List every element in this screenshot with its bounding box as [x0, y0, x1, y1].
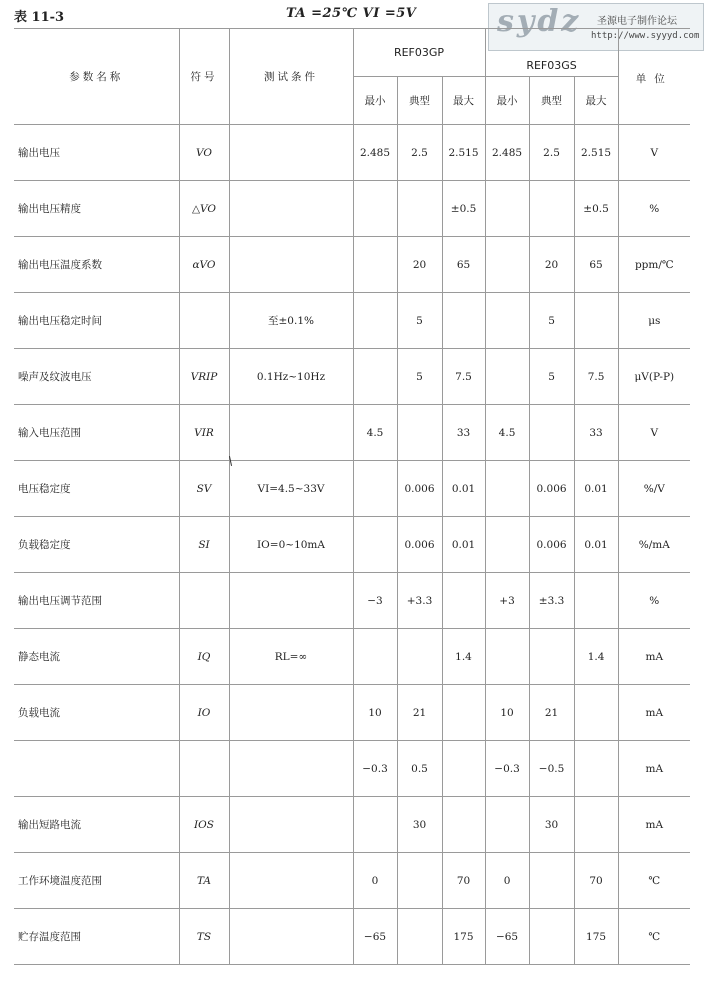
row-gp-max: 33 — [442, 405, 485, 461]
row-unit: ℃ — [618, 853, 690, 909]
row-condition: IO=0~10mA — [229, 517, 353, 573]
header-gs-max: 最大 — [574, 77, 618, 125]
row-gp-max — [442, 797, 485, 853]
table-id: 表 11-3 — [14, 10, 65, 25]
row-gp-min — [353, 461, 397, 517]
table-row — [14, 909, 690, 965]
row-name: 输出电压调节范围 — [14, 573, 179, 629]
table-row — [14, 349, 690, 405]
table-body — [14, 125, 690, 965]
row-symbol: SI — [179, 517, 229, 573]
row-gs-min — [485, 517, 529, 573]
table-row — [14, 741, 690, 797]
row-gp-min — [353, 797, 397, 853]
row-symbol: αVO — [179, 237, 229, 293]
row-gp-min — [353, 517, 397, 573]
row-unit: % — [618, 181, 690, 237]
row-gs-min — [485, 237, 529, 293]
header-group-ref03gp: REF03GP — [353, 29, 485, 77]
table-row — [14, 293, 690, 349]
row-unit: mA — [618, 685, 690, 741]
row-gp-min — [353, 237, 397, 293]
row-condition — [229, 741, 353, 797]
table-row — [14, 237, 690, 293]
row-gs-typ: 5 — [529, 293, 574, 349]
row-gp-max: 0.01 — [442, 517, 485, 573]
row-symbol: VRIP — [179, 349, 229, 405]
header-gp-typ: 典型 — [397, 77, 442, 125]
row-gp-max — [442, 741, 485, 797]
row-name: 静态电流 — [14, 629, 179, 685]
row-unit: ppm/℃ — [618, 237, 690, 293]
row-name: 电压稳定度 — [14, 461, 179, 517]
row-gp-typ: 2.5 — [397, 125, 442, 181]
row-gp-max — [442, 293, 485, 349]
row-gs-max — [574, 797, 618, 853]
row-name: 输出电压精度 — [14, 181, 179, 237]
row-gs-min — [485, 181, 529, 237]
row-gp-max: ±0.5 — [442, 181, 485, 237]
row-name: 负载稳定度 — [14, 517, 179, 573]
row-gs-min: 10 — [485, 685, 529, 741]
row-gp-typ: 30 — [397, 797, 442, 853]
row-gs-typ: 2.5 — [529, 125, 574, 181]
row-gs-typ — [529, 909, 574, 965]
row-gs-min — [485, 461, 529, 517]
watermark-url: http://www.syyyd.com — [591, 31, 700, 41]
row-gp-min: −3 — [353, 573, 397, 629]
table-row — [14, 181, 690, 237]
row-gs-max: 1.4 — [574, 629, 618, 685]
row-condition — [229, 125, 353, 181]
row-unit: V — [618, 125, 690, 181]
row-condition: 0.1Hz~10Hz — [229, 349, 353, 405]
header-gs-min: 最小 — [485, 77, 529, 125]
row-unit: % — [618, 573, 690, 629]
table-row — [14, 853, 690, 909]
row-gp-typ: 20 — [397, 237, 442, 293]
row-gp-max — [442, 573, 485, 629]
row-symbol: IO — [179, 685, 229, 741]
table-row — [14, 461, 690, 517]
row-gp-max: 2.515 — [442, 125, 485, 181]
row-name: 输出电压 — [14, 125, 179, 181]
row-gs-min: −65 — [485, 909, 529, 965]
row-gp-typ — [397, 405, 442, 461]
row-gs-typ — [529, 181, 574, 237]
header-param: 参数名称 — [14, 29, 179, 125]
row-symbol: TA — [179, 853, 229, 909]
row-gp-typ — [397, 853, 442, 909]
row-gs-typ: 30 — [529, 797, 574, 853]
row-gp-typ: 21 — [397, 685, 442, 741]
row-gs-max — [574, 293, 618, 349]
header-gp-max: 最大 — [442, 77, 485, 125]
row-gp-typ — [397, 909, 442, 965]
header-symbol: 符号 — [179, 29, 229, 125]
row-gp-min: −0.3 — [353, 741, 397, 797]
row-condition: 至±0.1% — [229, 293, 353, 349]
row-gp-min — [353, 181, 397, 237]
row-unit: μV(P-P) — [618, 349, 690, 405]
row-gp-max: 7.5 — [442, 349, 485, 405]
row-gs-typ: 5 — [529, 349, 574, 405]
row-gs-max: 0.01 — [574, 461, 618, 517]
row-name: 工作环境温度范围 — [14, 853, 179, 909]
watermark-logo: sydz — [497, 4, 582, 39]
row-condition — [229, 181, 353, 237]
row-gp-typ: 0.006 — [397, 517, 442, 573]
row-gs-min — [485, 349, 529, 405]
row-unit: μs — [618, 293, 690, 349]
row-gs-typ: 0.006 — [529, 517, 574, 573]
row-gp-min: 10 — [353, 685, 397, 741]
row-gs-max: 33 — [574, 405, 618, 461]
table-row — [14, 685, 690, 741]
table-row — [14, 797, 690, 853]
row-name: 输出电压稳定时间 — [14, 293, 179, 349]
row-symbol — [179, 741, 229, 797]
row-condition — [229, 909, 353, 965]
row-unit: V — [618, 405, 690, 461]
watermark-site-name: 圣源电子制作论坛 — [597, 16, 677, 27]
row-gs-max — [574, 741, 618, 797]
table-row — [14, 125, 690, 181]
row-gs-min — [485, 293, 529, 349]
row-gp-max — [442, 685, 485, 741]
row-gp-max: 1.4 — [442, 629, 485, 685]
row-symbol: △VO — [179, 181, 229, 237]
row-gp-typ — [397, 629, 442, 685]
row-gs-max: 175 — [574, 909, 618, 965]
header-gp-min: 最小 — [353, 77, 397, 125]
row-name: 噪声及纹波电压 — [14, 349, 179, 405]
row-gp-max: 175 — [442, 909, 485, 965]
row-gp-min: 2.485 — [353, 125, 397, 181]
row-condition — [229, 573, 353, 629]
row-condition — [229, 797, 353, 853]
row-name — [14, 741, 179, 797]
row-gp-typ: +3.3 — [397, 573, 442, 629]
row-condition — [229, 853, 353, 909]
row-gp-min: −65 — [353, 909, 397, 965]
row-symbol: VO — [179, 125, 229, 181]
row-condition — [229, 405, 353, 461]
row-unit: %/V — [618, 461, 690, 517]
header-unit: 单位 — [618, 29, 690, 125]
header-gs-typ: 典型 — [529, 77, 574, 125]
row-name: 输出电压温度系数 — [14, 237, 179, 293]
row-gp-typ: 5 — [397, 349, 442, 405]
row-gs-max: 65 — [574, 237, 618, 293]
row-symbol — [179, 293, 229, 349]
row-gs-typ: 21 — [529, 685, 574, 741]
table-row — [14, 573, 690, 629]
row-gs-typ — [529, 405, 574, 461]
row-name: 贮存温度范围 — [14, 909, 179, 965]
row-gs-typ — [529, 853, 574, 909]
row-unit: mA — [618, 741, 690, 797]
row-gp-max: 70 — [442, 853, 485, 909]
row-gp-min: 0 — [353, 853, 397, 909]
row-gs-typ: 0.006 — [529, 461, 574, 517]
row-gs-typ: 20 — [529, 237, 574, 293]
row-symbol: TS — [179, 909, 229, 965]
row-condition: RL=∞ — [229, 629, 353, 685]
row-name: 输入电压范围 — [14, 405, 179, 461]
row-gp-max: 65 — [442, 237, 485, 293]
row-gs-min: 2.485 — [485, 125, 529, 181]
row-gp-min — [353, 349, 397, 405]
row-gs-min: 4.5 — [485, 405, 529, 461]
row-gs-max — [574, 685, 618, 741]
row-name: 负载电流 — [14, 685, 179, 741]
row-gs-typ: −0.5 — [529, 741, 574, 797]
row-gs-max: 7.5 — [574, 349, 618, 405]
row-unit: ℃ — [618, 909, 690, 965]
row-gs-max: 2.515 — [574, 125, 618, 181]
test-conditions: TA =25℃ VI =5V — [286, 6, 417, 21]
row-symbol: IOS — [179, 797, 229, 853]
row-condition: VI=4.5~33V — [229, 461, 353, 517]
table-row — [14, 517, 690, 573]
row-gs-min: −0.3 — [485, 741, 529, 797]
row-gs-max: ±0.5 — [574, 181, 618, 237]
header-condition: 测试条件 — [229, 29, 353, 125]
row-gs-min: +3 — [485, 573, 529, 629]
header-group-ref03gs: REF03GS — [485, 29, 618, 77]
row-gp-min — [353, 629, 397, 685]
row-gp-typ: 0.5 — [397, 741, 442, 797]
row-unit: mA — [618, 797, 690, 853]
row-gs-max — [574, 573, 618, 629]
row-gp-max: 0.01 — [442, 461, 485, 517]
row-unit: mA — [618, 629, 690, 685]
row-condition — [229, 237, 353, 293]
row-symbol — [179, 573, 229, 629]
row-symbol: VIR — [179, 405, 229, 461]
row-gs-min: 0 — [485, 853, 529, 909]
row-gs-min — [485, 797, 529, 853]
row-symbol: SV — [179, 461, 229, 517]
row-unit: %/mA — [618, 517, 690, 573]
row-gs-typ — [529, 629, 574, 685]
row-gs-max: 0.01 — [574, 517, 618, 573]
table-row — [14, 405, 690, 461]
row-name: 输出短路电流 — [14, 797, 179, 853]
row-gs-max: 70 — [574, 853, 618, 909]
row-symbol: IQ — [179, 629, 229, 685]
table-row — [14, 629, 690, 685]
row-condition — [229, 685, 353, 741]
row-gp-min: 4.5 — [353, 405, 397, 461]
spec-table — [14, 28, 690, 965]
row-gp-typ — [397, 181, 442, 237]
row-gs-min — [485, 629, 529, 685]
row-gs-typ: ±3.3 — [529, 573, 574, 629]
row-gp-typ: 0.006 — [397, 461, 442, 517]
row-gp-typ: 5 — [397, 293, 442, 349]
row-gp-min — [353, 293, 397, 349]
